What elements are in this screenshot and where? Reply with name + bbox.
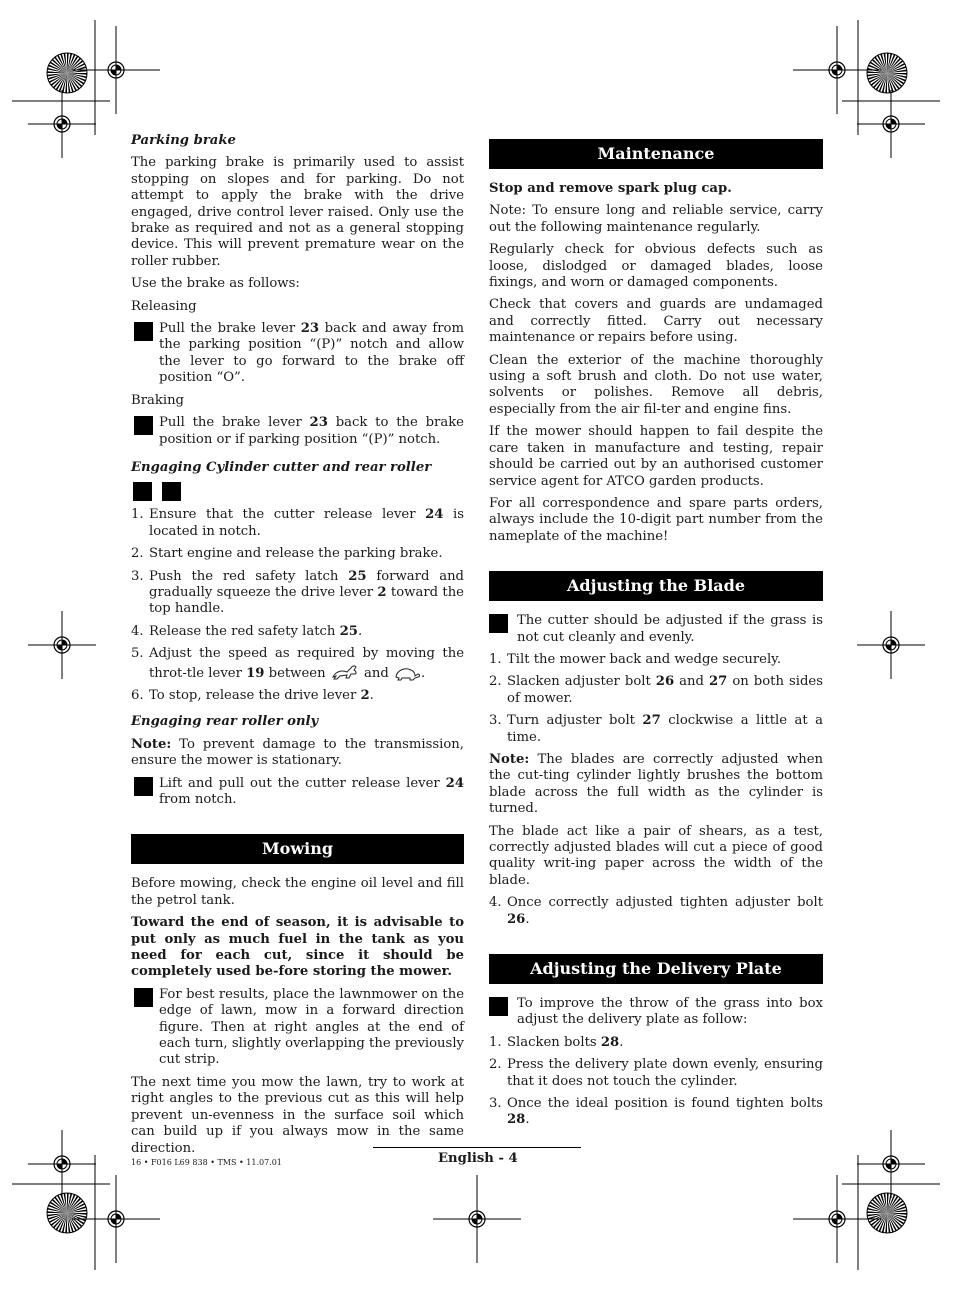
registration-mark-icon [793, 1175, 881, 1263]
stop-remove-text: Stop and remove spark plug cap. [489, 181, 732, 196]
maintenance-text: For all correspondence and spare parts orders, always include the 10-digit part number from the nameplate of the machine! [489, 495, 823, 544]
registration-mark-icon [28, 90, 96, 158]
hare-icon [330, 663, 360, 681]
footer-rule [373, 1147, 581, 1148]
rear-roller-instruction: Lift and pull out the cutter release lever 24 from notch. [131, 776, 464, 809]
registration-mark-icon [28, 1130, 96, 1198]
note-marker-icon [489, 614, 508, 633]
braking-note: Pull the brake lever 23 back to the brake position or if parking position “(P)” notch. [131, 415, 464, 448]
note-marker-icon [134, 777, 153, 796]
note-marker-icon [489, 997, 508, 1016]
right-column [489, 139, 823, 1135]
list-item: 2. Start engine and release the parking brake. [131, 546, 443, 562]
mowing-warning: Toward the end of season, it is advisable to put only as much fuel in the tank as you need for each cut, since it should be completely used be-fore storing the mower. [131, 915, 464, 980]
braking-label: Braking [131, 392, 185, 408]
blade-steps-final [489, 895, 823, 928]
blade-note: The cutter should be adjusted if the grass is not cut cleanly and evenly. [489, 613, 823, 646]
list-item: 2. Slacken adjuster bolt 26 and 27 on both sides of mower. [489, 674, 823, 706]
blade-note-text: Note: The blades are correctly adjusted when the cut-ting cylinder lightly brushes the bottom blade across the full width as the cylinder is turned. [489, 751, 823, 817]
engaging-cylinder-heading: Engaging Cylinder cutter and rear roller [131, 459, 432, 475]
list-item: 1. Tilt the mower back and wedge securely. [489, 651, 782, 667]
releasing-label: Releasing [131, 298, 197, 314]
registration-mark-icon [857, 1130, 925, 1198]
blade-text: The blade act like a pair of shears, as a test, correctly adjusted blades will cut a piece of good quality writ-ing paper across the width of the blade. [489, 823, 823, 888]
list-item: 1. Slacken bolts 28. [489, 1034, 624, 1050]
left-column [131, 133, 464, 1163]
delivery-steps [489, 1035, 823, 1129]
starburst-icon [867, 53, 907, 93]
starburst-icon [47, 53, 87, 93]
list-item: 5. Adjust the speed as required by moving the throt-tle lever 19 between and . [131, 646, 464, 681]
list-item: 4. Release the red safety latch 25. [131, 623, 363, 639]
adjusting-blade-heading: Adjusting the Blade [489, 571, 823, 601]
delivery-note: To improve the throw of the grass into box adjust the delivery plate as follow: [489, 996, 823, 1029]
list-item: 3. Push the red safety latch 25 forward and gradually squeeze the drive lever 2 toward the top handle. [131, 568, 464, 617]
mowing-note: For best results, place the lawnmower on the edge of lawn, mow in a forward direction figure. Then at right angles at the end of each turn, slightly overlapping the previously cut strip. [131, 987, 464, 1069]
blade-steps [489, 652, 823, 746]
rear-roller-note: Note: To prevent damage to the transmission, ensure the mower is stationary. [131, 736, 464, 769]
releasing-note: Pull the brake lever 23 back and away from the parking position “(P)” notch and allow the lever to go forward to the brake off position “O”. [131, 321, 464, 387]
use-brake-text: Use the brake as follows: [131, 276, 300, 292]
parking-brake-heading: Parking brake [131, 133, 236, 148]
list-item: 3. Turn adjuster bolt 27 clockwise a little at a time. [489, 713, 823, 745]
list-item: 2. Press the delivery plate down evenly, ensuring that it does not touch the cylinder. [489, 1057, 823, 1089]
note-marker-icon [134, 416, 153, 435]
maintenance-text: Note: To ensure long and reliable service, carry out the following maintenance regularly. [489, 203, 823, 235]
adjusting-delivery-plate-heading: Adjusting the Delivery Plate [489, 954, 823, 984]
maintenance-text: If the mower should happen to fail despite the care taken in manufacture and testing, repair should be carried out by an authorised customer service agent for ATCO garden products. [489, 424, 823, 489]
cylinder-steps [131, 507, 464, 704]
list-item: 3. Once the ideal position is found tighten bolts 28. [489, 1096, 823, 1128]
registration-mark-icon [857, 611, 925, 679]
maintenance-text: Check that covers and guards are undamaged and correctly fitted. Carry out necessary maintenance or repairs before using. [489, 297, 823, 346]
note-marker-icon [134, 988, 153, 1007]
mowing-heading: Mowing [131, 834, 464, 864]
maintenance-text: Clean the exterior of the machine thoroughly using a soft brush and cloth. Do not use water, solvents or polishes. Remove all debris, especially from the air fil-ter and engine fins. [489, 352, 823, 417]
page-number: English - 4 [438, 1151, 518, 1166]
list-item: 4. Once correctly adjusted tighten adjuster bolt 26. [489, 895, 823, 927]
tortoise-icon [393, 665, 421, 681]
registration-mark-icon [857, 90, 925, 158]
registration-mark-icon [28, 611, 96, 679]
mowing-text: Before mowing, check the engine oil level and fill the petrol tank. [131, 876, 464, 908]
starburst-icon [867, 1193, 907, 1233]
parking-brake-text: The parking brake is primarily used to assist stopping on slopes and for parking. Do not attempt to apply the brake with the drive engaged, drive control lever raised. Only use the brake as required and not as a general stopping device. This will prevent premature wear on the roller rubber. [131, 155, 464, 269]
note-markers [133, 482, 464, 502]
list-item: 1. Ensure that the cutter release lever 24 is located in notch. [131, 507, 464, 539]
maintenance-text: Regularly check for obvious defects such as loose, dislodged or damaged blades, loose fixings, and worn or damaged components. [489, 242, 823, 291]
note-marker-icon [133, 482, 152, 501]
note-marker-icon [162, 482, 181, 501]
maintenance-heading: Maintenance [489, 139, 823, 169]
registration-mark-icon [72, 1175, 160, 1263]
mowing-text-2: The next time you mow the lawn, try to work at right angles to the previous cut as this will help prevent un-evenness in the surface soil which can build up if you always mow in the same direction. [131, 1074, 464, 1156]
note-marker-icon [134, 322, 153, 341]
registration-mark-icon [433, 1175, 521, 1263]
list-item: 6. To stop, release the drive lever 2. [131, 687, 374, 703]
rear-roller-heading: Engaging rear roller only [131, 714, 319, 730]
footer-code: 16 • F016 L69 838 • TMS • 11.07.01 [131, 1158, 282, 1167]
starburst-icon [47, 1193, 87, 1233]
